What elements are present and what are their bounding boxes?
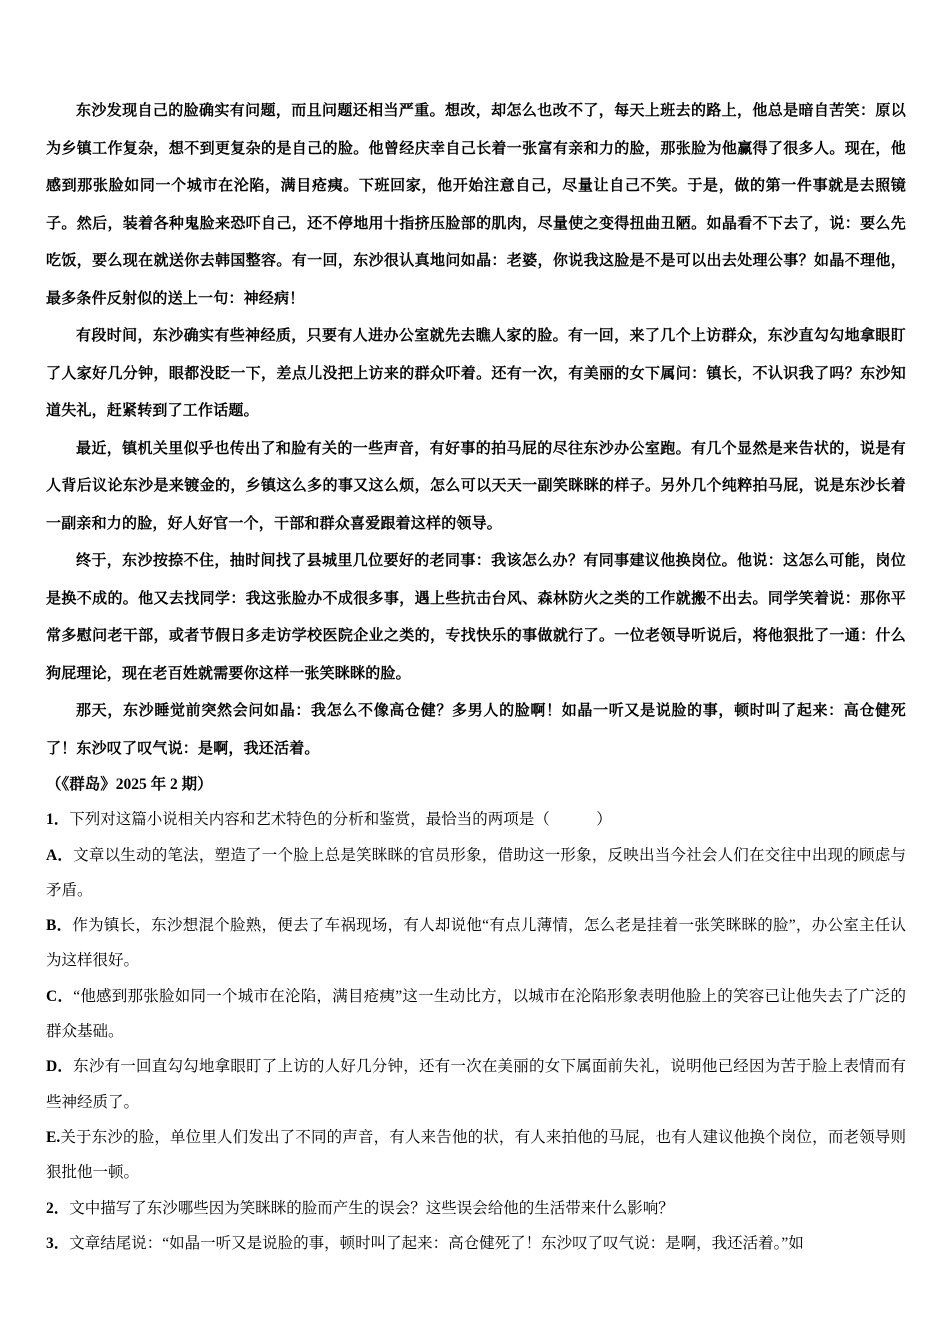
question-number: 1． [46,811,70,829]
document-page [46,92,906,1261]
option-a [46,838,906,909]
question-text: 文章结尾说：“如晶一听又是说脸的事，顿时叫了起来：高仓健死了！东沙叹了叹气说：是啊，我还活着。”如 [69,1234,804,1252]
option-b [46,908,906,979]
option-letter: B． [46,917,73,935]
question-3 [46,1226,906,1261]
story-paragraph: 那天，东沙睡觉前突然会问如晶：我怎么不像高仓健？多男人的脸啊！如晶一听又是说脸的事，顿时叫了起来：高仓健死了！东沙叹了叹气说：是啊，我还活着。 [46,701,906,757]
option-letter: E. [46,1128,61,1146]
story-text [46,92,906,767]
option-letter: D． [46,1058,74,1076]
question-number: 3． [46,1234,70,1252]
option-d [46,1049,906,1120]
option-letter: C． [46,987,74,1005]
option-text: 作为镇长，东沙想混个脸熟，便去了车祸现场，有人却说他“有点儿薄情，怎么老是挂着一张笑眯眯的脸”，办公室主任认为这样很好。 [46,917,907,970]
story-paragraph: 最近，镇机关里似乎也传出了和脸有关的一些声音，有好事的拍马屁的尽往东沙办公室跑。有几个显然是来告状的，说是有人背后议论东沙是来镀金的，乡镇这么多的事又这么烦，怎么可以天天一副笑眯眯的样子。另外几个纯粹拍马屁，说是东沙长着一副亲和力的脸，好人好官一个，干部和群众喜爱跟着这样的领导。 [46,438,906,532]
question-text: 文中描写了东沙哪些因为笑眯眯的脸而产生的误会？这些误会给他的生活带来什么影响？ [69,1199,674,1217]
question-1 [46,802,906,837]
option-text: 文章以生动的笔法，塑造了一个脸上总是笑眯眯的官员形象，借助这一形象，反映出当今社会人们在交往中出现的顾虑与矛盾。 [46,846,906,899]
question-2 [46,1191,906,1226]
story-paragraph: 东沙发现自己的脸确实有问题，而且问题还相当严重。想改，却怎么也改不了，每天上班去的路上，他总是暗自苦笑：原以为乡镇工作复杂，想不到更复杂的是自己的脸。他曾经庆幸自己长着一张富有亲和力的脸，那张脸为他赢得了很多人。现在，他感到那张脸如同一个城市在沦陷，满目疮痍。下班回家，他开始注意自己，尽量让自己不笑。于是，做的第一件事就是去照镜子。然后，装着各种鬼脸来恐吓自己，还不停地用十指挤压脸部的肌肉，尽量使之变得扭曲丑陋。如晶看不下去了，说：要么先吃饭，要么现在就送你去韩国整容。有一回，东沙很认真地问如晶：老婆，你说我这脸是不是可以出去处理公事？如晶不理他，最多条件反射似的送上一句：神经病！ [46,101,906,307]
story-paragraph: 有段时间，东沙确实有些神经质，只要有人进办公室就先去瞧人家的脸。有一回，来了几个上访群众，东沙直勾勾地拿眼盯了人家好几分钟，眼都没眨一下，差点儿没把上访来的群众吓着。还有一次，有美丽的女下属问：镇长，不认识我了吗？东沙知道失礼，赶紧转到了工作话题。 [46,326,906,419]
option-c [46,979,906,1050]
option-text: 关于东沙的脸，单位里人们发出了不同的声音，有人来告他的状，有人来拍他的马屁，也有人建议他换个岗位，而老领导则狠批他一顿。 [46,1128,906,1182]
option-text: 东沙有一回直勾勾地拿眼盯了上访的人好几分钟，还有一次在美丽的女下属面前失礼，说明他已经因为苦于脸上表情而有些神经质了。 [46,1058,906,1111]
question-section [46,767,906,1261]
source-citation: （《群岛》2025 年 2 期） [46,776,213,793]
story-paragraph: 终于，东沙按捺不住，抽时间找了县城里几位要好的老同事：我该怎么办？有同事建议他换岗位。他说：这怎么可能，岗位是换不成的。他又去找同学：我这张脸办不成很多事，遇上些抗击台风、森林防火之类的工作就搬不出去。同学笑着说：那你平常多慰问老干部，或者节假日多走访学校医院企业之类的，专找快乐的事做就行了。一位老领导听说后，将他狠批了一通：什么狗屁理论，现在老百姓就需要你这样一张笑眯眯的脸。 [46,551,906,682]
question-number: 2． [46,1199,70,1217]
option-letter: A． [46,846,74,864]
option-text: “他感到那张脸如同一个城市在沦陷，满目疮痍”这一生动比方，以城市在沦陷形象表明他脸上的笑容已让他失去了广泛的群众基础。 [46,987,906,1041]
option-e [46,1120,906,1191]
question-text: 下列对这篇小说相关内容和艺术特色的分析和鉴赏，最恰当的两项是（ ） [69,811,612,829]
